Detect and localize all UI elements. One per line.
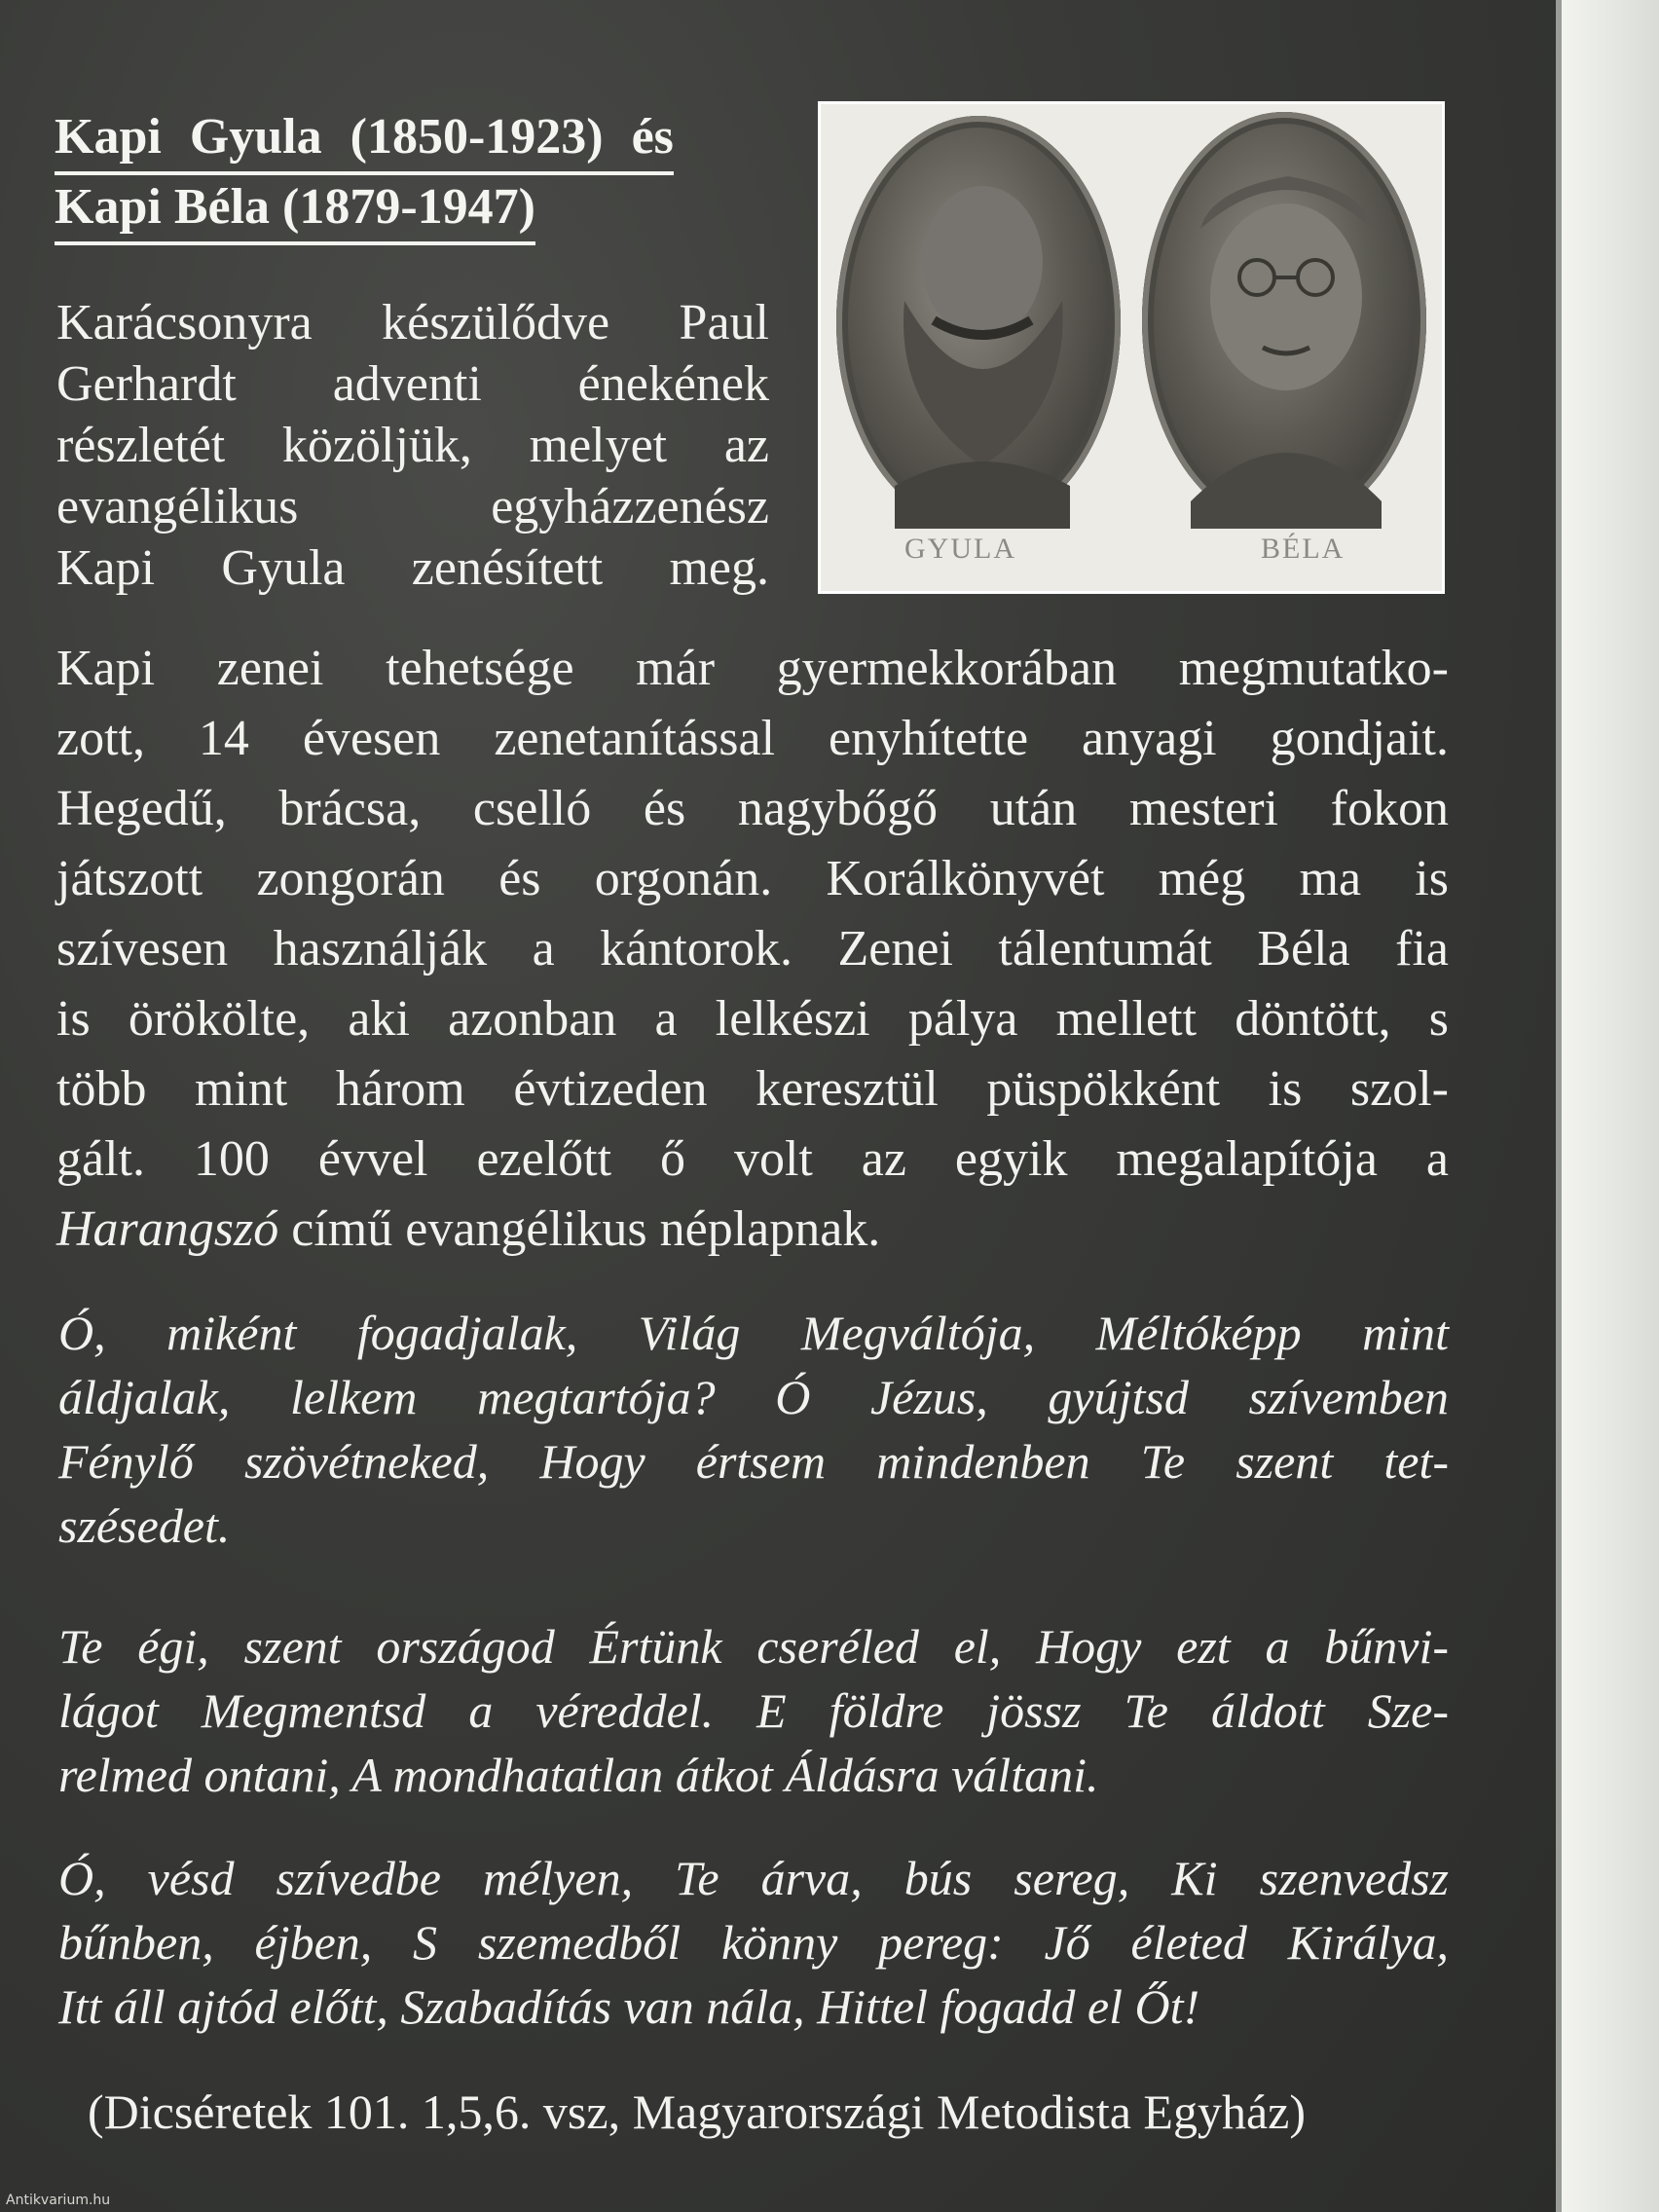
intro-line: szívesen használják a kántorok. Zenei tálentumát Béla fia [56,921,1449,977]
title-line-kapi-gyula: Kapi Gyula (1850-1923) és [55,105,674,175]
paper-edge [1556,0,1659,2212]
intro-paragraph-narrow [56,292,769,604]
hymn-verse-1 [58,1305,1449,1562]
newspaper-title: Harangszó [56,1201,279,1257]
intro-line: játszott zongorán és orgonán. Korálkönyvét még ma is [56,851,1449,906]
intro-line: több mint három évtizeden keresztül püspökként is szol- [56,1061,1449,1117]
medallion-gyula-image [836,116,1121,529]
verse-line: Ó, vésd szívedbe mélyen, Te árva, bús sereg, Ki szenvedsz [58,1851,1449,1905]
caption-gyula: GYULA [904,533,1016,565]
hymn-source-citation: (Dicséretek 101. 1,5,6. vsz, Magyarországi Metodista Egyház) [88,2084,1307,2139]
intro-line: Hegedű, brácsa, cselló és nagybőgő után mesteri fokon [56,781,1449,836]
caption-bela: BÉLA [1261,533,1346,565]
verse-line: Fénylő szövétneked, Hogy értsem mindenben Te szent tet- [58,1434,1449,1489]
intro-line: zott, 14 évesen zenetanítással enyhítette anyagi gondjait. [56,711,1449,766]
verse-line: Itt áll ajtód előtt, Szabadítás van nála, Hittel fogadd el Őt! [58,1979,1200,2034]
verse-line: áldjalak, lelkem megtartója? Ó Jézus, gyújtsd szívemben [58,1370,1449,1424]
hymn-verse-3 [58,1850,1449,2043]
intro-line: Kapi Gyula zenésített meg. [56,540,769,596]
medallion-bela-image [1142,112,1426,529]
portrait-medallions-image [818,101,1445,594]
page-title [55,105,765,245]
intro-line: Karácsonyra készülődve Paul [56,295,769,350]
intro-paragraph-wide [56,638,1449,1269]
watermark: Antikvarium.hu [6,2193,111,2208]
title-line-kapi-bela: Kapi Béla (1879-1947) [55,175,535,245]
intro-line: részletét közöljük, melyet az [56,418,769,473]
verse-line: szésedet. [58,1498,231,1553]
intro-last-line-rest: című evangélikus néplapnak. [278,1201,881,1257]
intro-line: is örökölte, aki azonban a lelkészi pálya mellett döntött, s [56,991,1449,1047]
verse-line: Te égi, szent országod Értünk cseréled el, Hogy ezt a bűnvi- [58,1619,1449,1674]
hymn-verse-2 [58,1618,1449,1811]
intro-line: gált. 100 évvel ezelőtt ő volt az egyik megalapítója a [56,1131,1449,1187]
intro-line: evangélikus egyházzenész [56,479,769,535]
verse-line: lágot Megmentsd a véreddel. E földre jössz Te áldott Sze- [58,1683,1449,1738]
intro-last-line [56,1198,1449,1269]
intro-line: Kapi zenei tehetsége már gyermekkorában megmutatko- [56,641,1449,696]
verse-line: bűnben, éjben, S szemedből könny pereg: Jő életed Királya, [58,1915,1449,1970]
verse-line: Ó, miként fogadjalak, Világ Megváltója, Méltóképp mint [58,1306,1449,1360]
verse-line: relmed ontani, A mondhatatlan átkot Áldásra váltani. [58,1748,1099,1802]
intro-line: Gerhardt adventi énekének [56,356,769,412]
